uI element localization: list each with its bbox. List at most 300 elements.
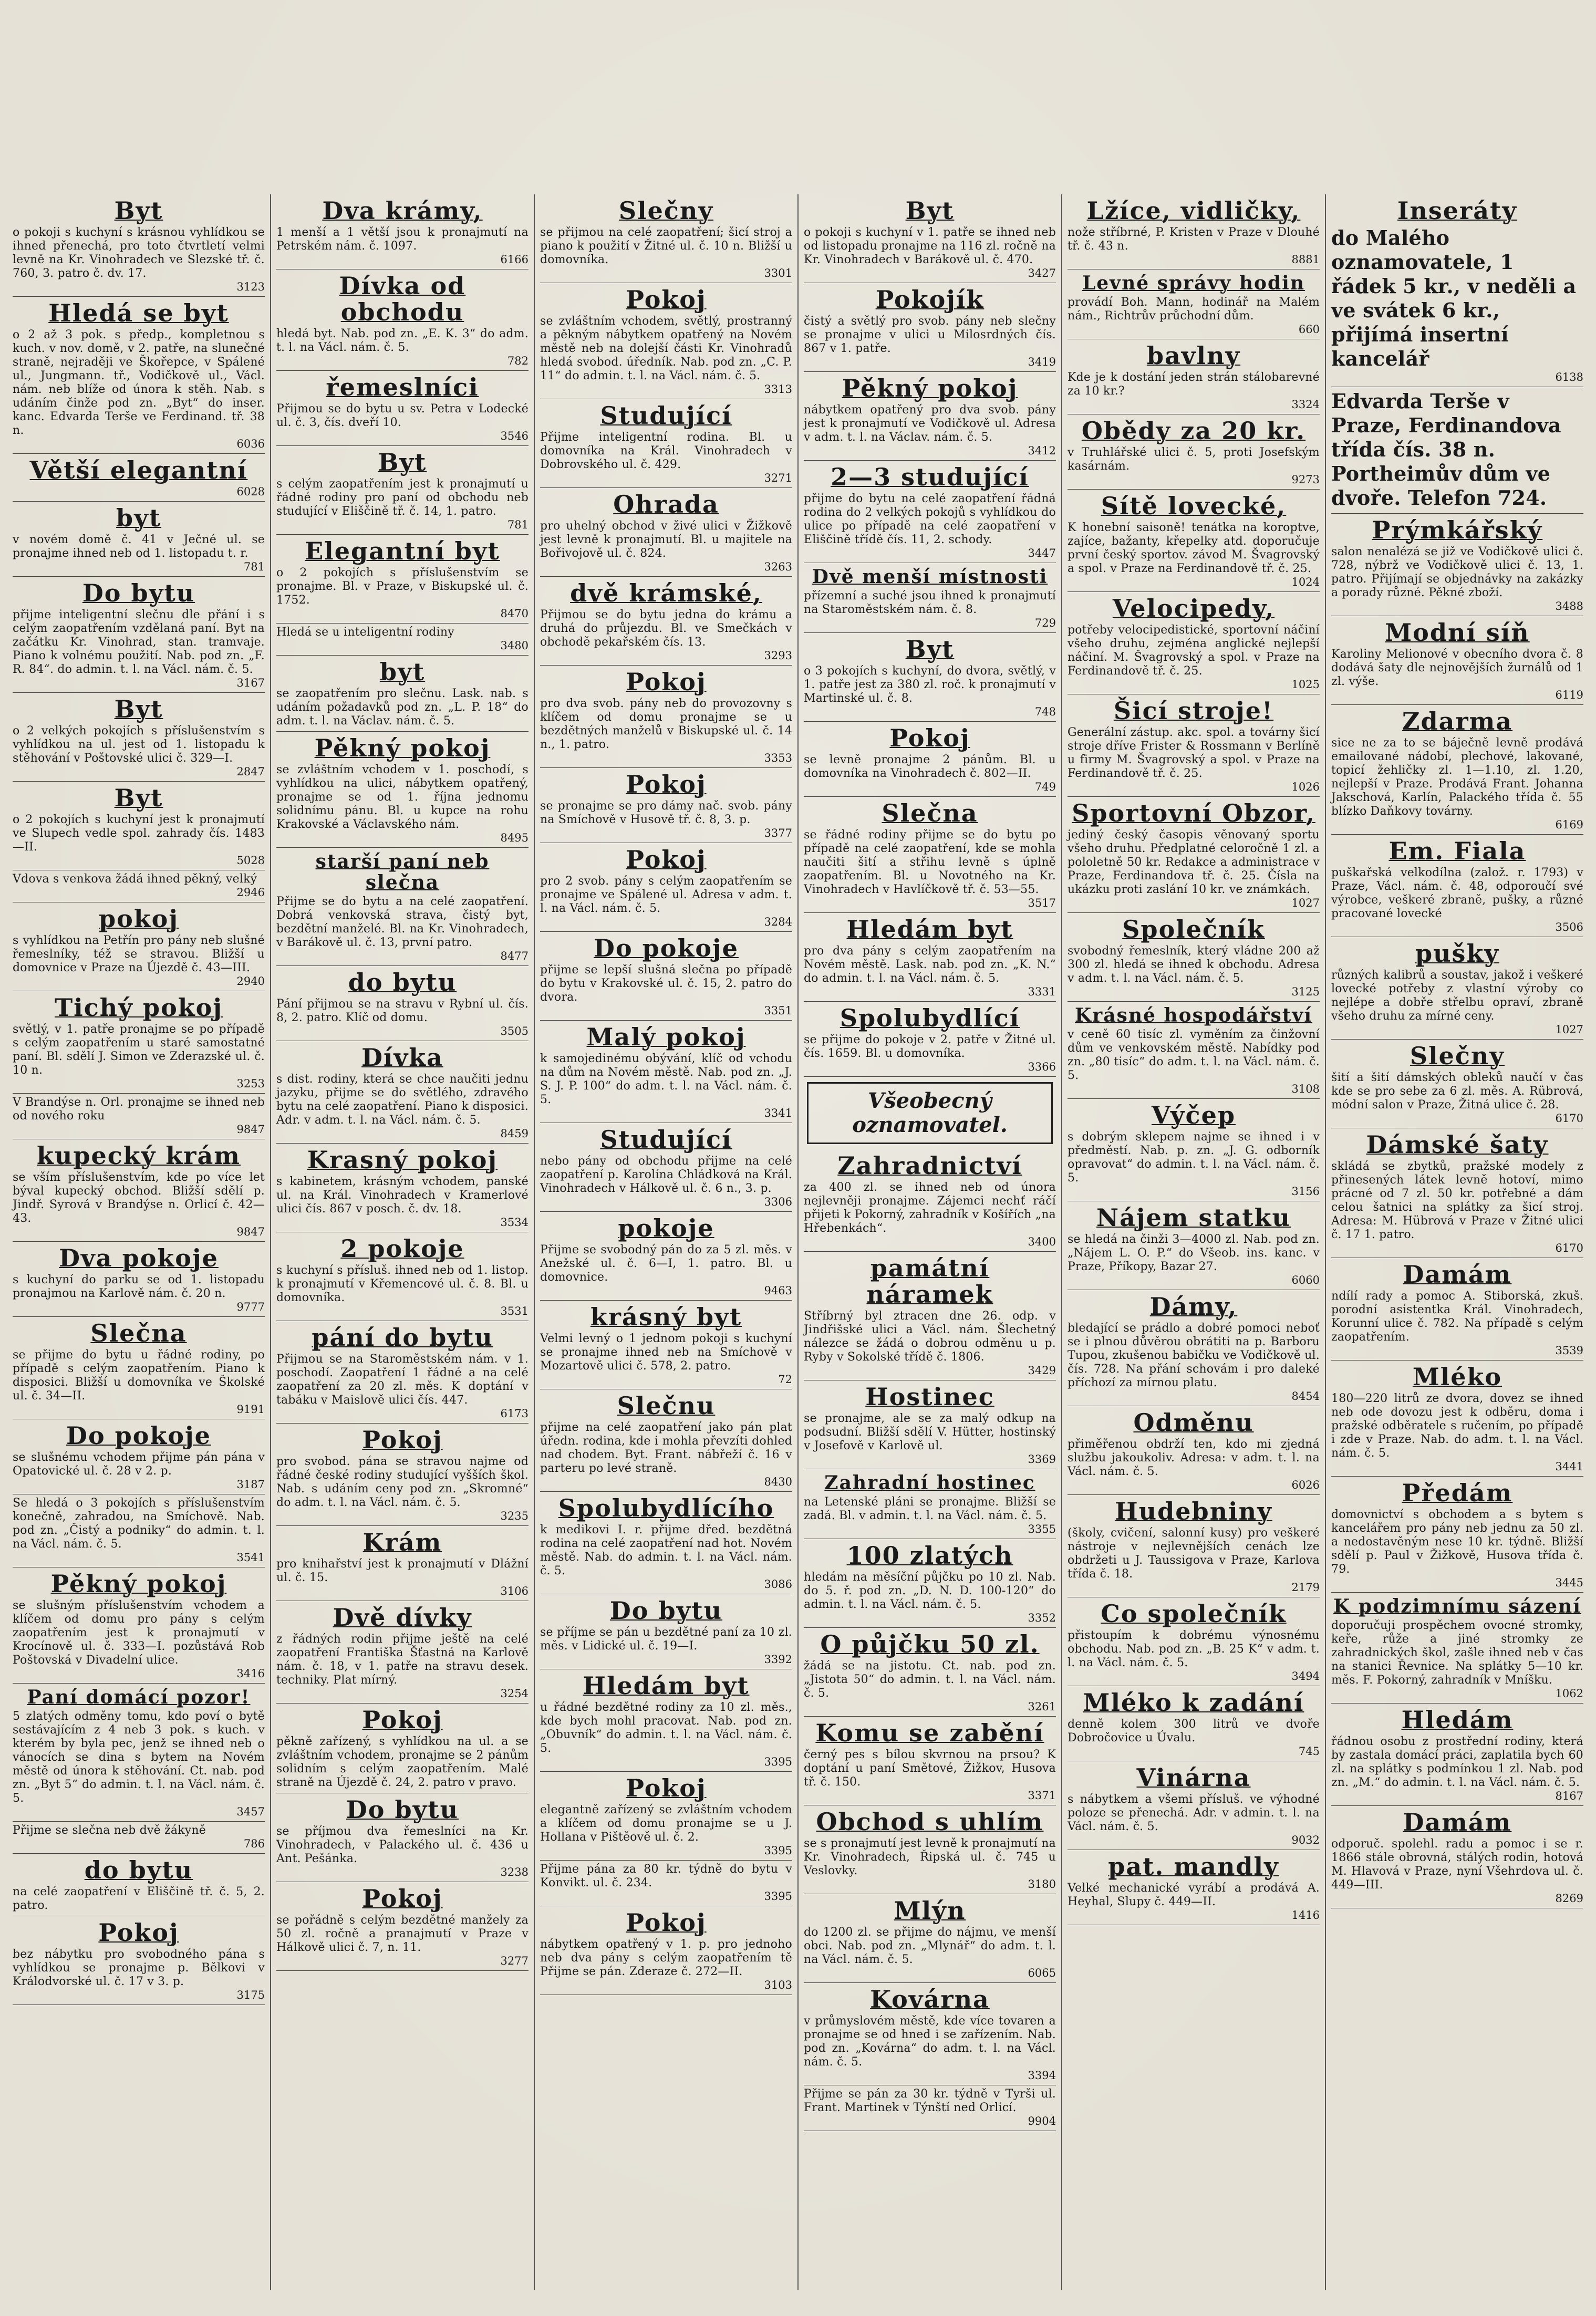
ad-text: Velké mechanické vyrábí a prodává A. Heyhal, Slupy č. 449—II.: [1068, 1882, 1320, 1908]
ad-number: 3534: [500, 1216, 528, 1229]
classified-ad: [276, 1526, 528, 1601]
classified-ad: [804, 633, 1056, 722]
classified-ad: [540, 932, 792, 1021]
classified-ad: [1331, 1128, 1583, 1258]
ad-title: Pokoj: [626, 1774, 707, 1802]
classified-ad: [1068, 1406, 1320, 1495]
classified-ad: [804, 1002, 1056, 1077]
ad-number: 782: [507, 355, 528, 367]
classified-ad: [540, 1669, 792, 1772]
ad-title: Pokoj: [362, 1706, 443, 1734]
ad-number: 3235: [500, 1510, 528, 1522]
classified-ad: [13, 782, 265, 870]
ad-number: 8470: [500, 607, 528, 620]
classified-ad: [804, 372, 1056, 461]
classified-ad: [13, 297, 265, 454]
ad-number: 3284: [764, 916, 792, 928]
ad-number: 8454: [1291, 1390, 1320, 1403]
ad-number: 2946: [236, 886, 265, 899]
ad-number: 3263: [764, 560, 792, 573]
ad-title: Dívka: [361, 1043, 443, 1072]
ad-text: s dist. rodiny, která se chce naučiti jednu jazyku, přijme se do světlého, zdravého bytu na celé zaopatření. Piano k disposici. Adr. v adm. t. l. na Václ. nám. č. 5.: [276, 1073, 528, 1127]
ad-number: 1416: [1291, 1909, 1320, 1922]
ad-title: Slečny: [1410, 1042, 1505, 1070]
ad-text: pěkně zařízený, s vyhlídkou na ul. a se zvláštním vchodem, pronajme se 2 pánům solidním s celým zaopatřením. Malé straně na Újezdě č. 24, 2. patro v pravo.: [276, 1735, 528, 1789]
ad-number: 781: [243, 560, 265, 573]
ad-title: Dívka od obchodu: [339, 272, 466, 326]
classified-ad: [276, 1232, 528, 1321]
ad-number: 8269: [1555, 1892, 1583, 1905]
ad-number: 6166: [500, 253, 528, 266]
ad-title: Krásné hospodářství: [1074, 1004, 1313, 1026]
ad-title: Pokoj: [626, 845, 707, 874]
ad-number: 6169: [1555, 818, 1583, 831]
ad-title: 2 pokoje: [340, 1234, 464, 1263]
classified-ad: [13, 1139, 265, 1242]
classified-ad: [13, 693, 265, 782]
ad-title: Pěkný pokoj: [314, 734, 491, 762]
ad-title: Dva pokoje: [59, 1244, 219, 1272]
ad-title: Lžíce, vidličky,: [1086, 196, 1301, 225]
ad-number: 3541: [236, 1551, 265, 1564]
ad-text: svobodný řemeslník, který vládne 200 až 300 zl. hledá se ihned k obchodu. Adresa v adm. t. l. na Václ. nám. č. 5.: [1068, 944, 1320, 985]
ad-text: šití a šití dámských obleků naučí v čas kde se pro sebe za 6 zl. měs. A. Rübrová, módní salon v Praze, Žitná ulice č. 28.: [1331, 1071, 1583, 1112]
classified-ad: [804, 194, 1056, 283]
ad-title: Dvě menší místnosti: [812, 566, 1048, 588]
classified-ad: [804, 1380, 1056, 1469]
classified-ad: [276, 1041, 528, 1144]
classified-ad: [804, 1894, 1056, 1983]
classified-ad: [540, 194, 792, 283]
classified-ad: [540, 843, 792, 932]
ad-number: 3447: [1028, 547, 1056, 559]
ad-number: 748: [1034, 705, 1056, 718]
classified-ad: [804, 1983, 1056, 2085]
classified-ad: [804, 1805, 1056, 1894]
ad-title: Pokoj: [98, 1918, 179, 1947]
ad-title: Krasný pokoj: [307, 1146, 498, 1174]
ad-title: Byt: [905, 635, 955, 663]
ad-text: se slušným příslušenstvím vchodem a klíčem od domu pro pány s celým zaopatřením jest k pronajmutí v Krocínově ul. č. 333—I. pozůstává Rob Poštovská v Divadelní ulice.: [13, 1599, 265, 1667]
ad-title: Pokojík: [875, 285, 984, 314]
ad-text: bledající se prádlo a dobré pomoci neboť se i plnou důvěrou obrátiti na p. Barboru Tupou, zkušenou babičku ve Vodičkově ul. čís. 728. Na přání schovám i pro daleké příchozí za mírnou platu.: [1068, 1322, 1320, 1389]
ad-title: Dva krámy,: [322, 196, 483, 225]
classified-ad: [13, 1822, 265, 1854]
ad-number: 6173: [500, 1407, 528, 1420]
classified-ad: [1331, 616, 1583, 705]
ad-number: 3394: [1028, 2069, 1056, 2082]
ad-text: jediný český časopis věnovaný sportu všeho druhu. Předplatné celoročně 1 zl. a pololetně 50 kr. Redakce a administrace v Praze, Ferdinandova tř. č. 25. Čísla na ukázku proti zaslání 10 kr. ve známkách.: [1068, 828, 1320, 896]
ad-title: Do pokoje: [594, 934, 739, 962]
ad-number: 3180: [1028, 1878, 1056, 1891]
ad-number: 6026: [1291, 1479, 1320, 1491]
classified-ad: [804, 797, 1056, 913]
ad-number: 6028: [236, 485, 265, 498]
classified-ad: [540, 1594, 792, 1669]
classified-ad: [276, 966, 528, 1041]
ad-text: Přijmou se na Staroměstském nám. v 1. poschodí. Zaopatření 1 řádné a na celé zaopatření za 20 zl. měs. K doptání v tabáku v Maislově ulici čís. 447.: [276, 1353, 528, 1407]
ad-text: pro dva svob. pány neb do provozovny s klíčem od domu pronajme se u bezdětných manželů v Biskupské ul. č. 14 n., 1. patro.: [540, 697, 792, 751]
ad-text: Hledá se u inteligentní rodiny: [276, 626, 454, 639]
ad-number: 3395: [764, 1756, 792, 1768]
classified-ad: [1331, 194, 1583, 387]
ad-text: o pokoji s kuchyní v 1. patře se ihned neb od listopadu pronajme na 116 zl. ročně na Kr. Vinohradech v Barákově ul. č. 470.: [804, 226, 1056, 266]
ad-number: 3445: [1555, 1576, 1583, 1589]
classified-columns: [7, 194, 1589, 2290]
ad-number: 1062: [1555, 1687, 1583, 1700]
classified-ad: [1068, 1099, 1320, 1201]
ad-text: z řádných rodin přijme ještě na celé zaopatření Františka Šťastná na Karlově nám. č. 18, v 1. patře na stravu desek. techniky. Plat mírný.: [276, 1633, 528, 1687]
ad-text: pro knihařství jest k pronajmutí v Dlážní ul. č. 15.: [276, 1557, 528, 1584]
ad-text: Přijme se svobodný pán do za 5 zl. měs. v Anežské ul. č. 6—I, 1. patro. Bl. u domovnice.: [540, 1243, 792, 1284]
ad-text: puškařská velkodílna (založ. r. 1793) v Praze, Václ. nám. č. 48, odporoučí své výrobce, veškeré zbraně, pušky, a různé pracované lovecké: [1331, 866, 1583, 920]
ad-text: v novém domě č. 41 v Ječné ul. se pronajme ihned neb od 1. listopadu t. r.: [13, 533, 265, 560]
ad-number: 72: [778, 1373, 792, 1386]
ad-text: se slušnému vchodem přijme pán pána v Opatovické ul. č. 28 v 2. p.: [13, 1451, 265, 1478]
classified-ad: [804, 2085, 1056, 2131]
ad-number: 745: [1298, 1745, 1320, 1758]
ad-text: přízemní a suché jsou ihned k pronajmutí na Staroměstském nám. č. 8.: [804, 589, 1056, 616]
ad-number: 3106: [500, 1585, 528, 1597]
ad-number: 3416: [236, 1667, 265, 1680]
ad-text: čistý a světlý pro svob. pány neb slečny se pronajme v ulici u Milosrdných čís. 867 v 1. patře.: [804, 315, 1056, 355]
ad-title: pání do bytu: [312, 1323, 493, 1352]
ad-text: salon nenalézá se již ve Vodičkově ulici č. 728, nýbrž ve Vodičkově ulici č. 13, 1. patro. Přijímají se objednávky na zakázky a porady různé. Pěkné zboží.: [1331, 545, 1583, 599]
classified-ad: [1068, 913, 1320, 1002]
ad-title: Pokoj: [626, 1908, 707, 1937]
ad-number: 8495: [500, 832, 528, 844]
ad-number: 3366: [1028, 1061, 1056, 1073]
ad-text: přijme do bytu na celé zaopatření řádná rodina do 2 velkých pokojů s vyhlídkou do ulice po případě na celé zaopatření v Eliščině třídě čís. 11, 2. schody.: [804, 492, 1056, 546]
ad-text: přijme na celé zaopatření jako pán plat úředn. rodina, kde i mohla převzíti dohled nad chodem. Byt. Frant. nábřeží č. 16 v parteru po levé straně.: [540, 1421, 792, 1475]
ad-number: 3480: [500, 639, 528, 652]
ad-title: Dvě dívky: [333, 1603, 472, 1632]
ad-text: Generální zástup. akc. spol. a továrny šicí stroje dříve Frister & Rossmann v Berlíně u firmy M. Švagrovský a spol. v Praze na Ferdinandově tř. č. 25.: [1068, 726, 1320, 780]
ad-title: byt: [116, 504, 162, 532]
ad-title: Krám: [362, 1528, 442, 1556]
ad-title: Komu se zabění: [815, 1719, 1044, 1747]
ad-title: Hledám: [1401, 1706, 1514, 1734]
ad-title: Do bytu: [609, 1596, 723, 1625]
classified-ad: [13, 991, 265, 1094]
ad-text: (školy, cvičení, salonní kusy) pro veškeré nástroje v nejlevnějších cenách lze obdržeti u J. Taussigova v Praze, Karlova třída č. 18.: [1068, 1526, 1320, 1581]
classified-ad: [1068, 797, 1320, 913]
ad-number: 3238: [500, 1866, 528, 1878]
ad-title: Dámy,: [1149, 1292, 1238, 1321]
ad-title: pokoj: [98, 905, 179, 933]
ad-text: se zaopatřením pro slečnu. Lask. nab. s udáním požadavků pod zn. „L. P. 18“ do adm. t. l. na Václav. nám. č. 5.: [276, 687, 528, 728]
classified-ad: [13, 1567, 265, 1684]
ad-title: pat. mandly: [1108, 1852, 1279, 1881]
ad-number: 8167: [1555, 1790, 1583, 1802]
ad-number: 8430: [764, 1476, 792, 1488]
ad-title: O půjčku 50 zl.: [820, 1630, 1040, 1658]
classified-ad: [1331, 1477, 1583, 1593]
ad-number: 1027: [1291, 897, 1320, 909]
ad-text: se přijme do bytu u řádné rodiny, po případě s celým zaopatřením. Piano k disposici. Bližší u domovníka ve Školské ul. č. 34—II.: [13, 1348, 265, 1403]
classified-ad: [276, 194, 528, 269]
classified-ad: [276, 1793, 528, 1882]
classified-ad: [1331, 1806, 1583, 1908]
ad-text: v ceně 60 tisíc zl. vyměním za činžovní dům ve venkovském městě. Nabídky pod zn. „80 tisíc“ do adm. t. l. na Václ. nám. č. 5.: [1068, 1028, 1320, 1082]
classified-ad: [540, 283, 792, 399]
classified-ad: [804, 1717, 1056, 1805]
ad-text: Pání přijmou se na stravu v Rybní ul. čís. 8, 2. patro. Klíč od domu.: [276, 998, 528, 1024]
classified-ad: [1068, 694, 1320, 797]
ad-text: Se hledá o 3 pokojích s příslušenstvím konečně, zahradou, na Smíchově. Nab. pod zn. „Čistý a podniky“ do admin. t. l. na Václ. nám. č. 5.: [13, 1497, 265, 1551]
ad-title: Levné správy hodin: [1082, 272, 1305, 294]
ad-number: 3301: [764, 267, 792, 279]
ad-text: o 2 pokojích s kuchyní jest k pronajmutí ve Slupech vedle spol. zahrady čís. 1483—II.: [13, 813, 265, 854]
ad-title: Byt: [114, 695, 163, 723]
classified-ad: [1068, 194, 1320, 269]
ad-text: světlý, v 1. patře pronajme se po případě s celým zaopatřením u staré samostatné paní. Bl. sdělí J. Simon ve Zderazské ul. č. 10 n.: [13, 1023, 265, 1077]
ad-title: Slečny: [618, 196, 714, 225]
ad-title: Pokoj: [362, 1426, 443, 1454]
ad-text: se přijme do pokoje v 2. patře v Žitné ul. čís. 1659. Bl. u domovníka.: [804, 1033, 1056, 1060]
ad-number: 3419: [1028, 356, 1056, 368]
ad-number: 749: [1034, 781, 1056, 793]
ad-title: Elegantní byt: [305, 537, 500, 565]
classified-ad: [13, 1916, 265, 2005]
ad-text: přiměřenou obdrží ten, kdo mi zjedná službu jakoukoliv. Adresa: v adm. t. l. na Václ. nám. č. 5.: [1068, 1438, 1320, 1478]
ad-text: k samojedinému obývání, klíč od vchodu na dům na Novém městě. Nab. pod zn. „J. S. J. P. 100“ do adm. t. l. na Václ. nám. č. 5.: [540, 1052, 792, 1106]
ad-number: 3254: [500, 1687, 528, 1700]
ad-text: provádí Boh. Mann, hodinář na Malém nám., Richtrův průchodní dům.: [1068, 296, 1320, 323]
ad-text: denně kolem 300 litrů ve dvoře Dobročovice u Úvalu.: [1068, 1718, 1320, 1744]
ad-number: 3429: [1028, 1364, 1056, 1377]
ad-number: 3277: [500, 1955, 528, 1967]
ad-title: Vinárna: [1136, 1763, 1251, 1792]
classified-ad: [13, 577, 265, 693]
ad-title: dvě krámské,: [570, 579, 762, 607]
classified-ad: [804, 461, 1056, 563]
classified-ad: [276, 535, 528, 624]
ad-number: 3261: [1028, 1700, 1056, 1713]
ad-text: nábytkem opatřený pro dva svob. pány jest k pronajmutí ve Vodičkově ul. Adresa v adm. t. l. na Václav. nám. č. 5.: [804, 403, 1056, 444]
ad-text: přistoupím k dobrému výnosnému obchodu. Nab. pod zn. „B. 25 K“ v adm. t. l. na Václ. nám. č. 5.: [1068, 1629, 1320, 1669]
ad-text: skládá se zbytků, pražské modely z přinesených látek levně hotoví, mimo prácné od 7 zl. 50 kr. potřebné a dám celou šatnici na splátky za šicí stroj. Adresa: M. Hübrová v Praze v Žitné ulici č. 17 1. patro.: [1331, 1160, 1583, 1241]
ad-text: pro dva pány s celým zaopatřením na Novém městě. Lask. nab. pod zn. „K. N.“ do admin. t. l. na Václ. nám. č. 5.: [804, 944, 1056, 985]
ad-number: 3324: [1291, 398, 1320, 411]
ad-number: 660: [1298, 323, 1320, 336]
ad-text: se s pronajmutí jest levně k pronajmutí na Kr. Vinohradech, Řipská ul. č. 745 u Veslovky.: [804, 1837, 1056, 1877]
ad-text: o 3 pokojích s kuchyní, do dvora, světlý, v 1. patře jest za 380 zl. roč. k pronajmutí v Martinské ul. č. 8.: [804, 664, 1056, 705]
ad-text: k medikovi I. r. přijme dřed. bezdětná rodina na celé zaopatření nad hot. Novém městě. Nab. do admin. t. l. na Václ. nám. č. 5.: [540, 1523, 792, 1577]
ad-title: Do pokoje: [66, 1421, 211, 1450]
ad-text: s kuchyní s přísluš. ihned neb od 1. listop. k pronajmutí v Křemencové ul. č. 8. Bl. u domovníka.: [276, 1264, 528, 1304]
ad-title: Studující: [600, 401, 732, 430]
ad-number: 3351: [764, 1004, 792, 1017]
ad-number: 3369: [1028, 1453, 1056, 1466]
classified-ad: [1331, 1258, 1583, 1360]
ad-number: 1025: [1291, 678, 1320, 691]
ad-title: Obchod s uhlím: [816, 1808, 1044, 1836]
ad-title: do bytu: [348, 968, 457, 996]
ad-text: se pronajme se pro dámy nač. svob. pány na Smíchově v Husově tř. č. 8, 3. p.: [540, 799, 792, 826]
ad-text: se pořádně s celým bezdětné manžely za 50 zl. ročně a pranajmutí v Praze v Hálkově ulici č. 7, n. 11.: [276, 1914, 528, 1954]
ad-number: 3427: [1028, 267, 1056, 279]
classified-ad: [13, 1419, 265, 1494]
ad-text: nebo pány od obchodu přijme na celé zaopatření p. Karolína Chládková na Král. Vinohradech v Hálkově ul. č. 6 n., 3. p.: [540, 1155, 792, 1195]
ad-number: 3156: [1291, 1185, 1320, 1198]
ad-number: 8477: [500, 950, 528, 962]
classified-ad: [804, 563, 1056, 633]
ad-text: na Letenské pláni se pronajme. Bližší se zadá. Bl. v admin. t. l. na Václ. nám. č. 5.: [804, 1495, 1056, 1522]
ad-title: Pokoj: [626, 285, 707, 314]
classified-ad: [13, 902, 265, 991]
ad-text: s celým zaopatřením jest k pronajmutí u řádné rodiny pro paní od obchodu neb studující v Eliščině tř. č. 14, 1. patro.: [276, 477, 528, 518]
ad-text: bez nábytku pro svobodného pána s vyhlídkou se pronajme p. Bělkovi v Králodvorské ul. č. 17 v 3. p.: [13, 1948, 265, 1988]
ad-number: 3306: [764, 1196, 792, 1208]
ad-title: Mlýn: [894, 1896, 966, 1925]
classified-ad: [540, 399, 792, 488]
ad-text: Přijme se slečna neb dvě žákyně: [13, 1824, 206, 1837]
ad-text: Vdova s venkova žádá ihned pěkný, velký: [13, 873, 257, 886]
ad-text: 180—220 litrů ze dvora, dovez se ihned neb ode dovozu jest k odběru, doma i pražské odběratele s ručením, po případě i zde v Praze. Nab. do adm. t. l. na Václ. nám. č. 5.: [1331, 1392, 1583, 1460]
classified-ad: [13, 1684, 265, 1822]
ad-number: 3505: [500, 1025, 528, 1037]
classified-ad: [276, 848, 528, 966]
ad-title: Hledám byt: [583, 1671, 750, 1700]
ad-number: 1027: [1555, 1023, 1583, 1036]
ad-number: 3412: [1028, 444, 1056, 457]
ad-title: Společník: [1122, 915, 1265, 943]
ad-text: se hledá na činži 3—4000 zl. Nab. pod zn. „Nájem L. O. P.“ do Všeob. ins. kanc. v Praze, Příkopy, Bazar 27.: [1068, 1233, 1320, 1273]
classified-ad: [1068, 1290, 1320, 1406]
classified-ad: [1068, 1597, 1320, 1686]
classified-ad: [1068, 592, 1320, 694]
ad-text: potřeby velocipedistické, sportovní náčiní všeho druhu, zejména anglické nejlepší náčiní. M. Švagrovský a spol. v Praze na Ferdinandově tř. č. 25.: [1068, 624, 1320, 678]
classified-ad: [1068, 269, 1320, 339]
ad-text: hledám na měsíční půjčku po 10 zl. Nab. do 5. ř. pod zn. „D. N. D. 100-120“ do admin. t. l. na Václ. nám. č. 5.: [804, 1571, 1056, 1611]
ad-text: s dobrým sklepem najme se ihned i v předměstí. Nab. p. zn. „J. G. odborník opravovat“ do admin. t. l. na Václ. nám. č. 5.: [1068, 1130, 1320, 1185]
ad-number: 3377: [764, 827, 792, 839]
ad-text: o 2 velkých pokojích s příslušenstvím s vyhlídkou na ul. jest od 1. listopadu k stěhování v Poštovské ulici č. 329—I.: [13, 724, 265, 765]
ad-number: 5028: [236, 854, 265, 867]
ad-text: se zvláštním vchodem v 1. poschodí, s vyhlídkou na ulici, nábytkem opatřený, pronajme se od 1. října jednomu solidnímu pánu. Bl. u kupce na rohu Krakovské a Václavského nám.: [276, 763, 528, 831]
ad-number: 3108: [1291, 1083, 1320, 1095]
ad-number: 9273: [1291, 473, 1320, 486]
classified-ad: [276, 269, 528, 371]
ad-title: Sítě lovecké,: [1101, 492, 1287, 520]
ad-title: Slečna: [90, 1319, 187, 1347]
classified-ad: [276, 1424, 528, 1526]
ad-title: Pokoj: [362, 1884, 443, 1913]
ad-number: 9463: [764, 1284, 792, 1297]
ad-column-6: [1326, 194, 1589, 2290]
classified-ad: [13, 454, 265, 502]
ad-number: 3531: [500, 1305, 528, 1317]
ad-text: přijme inteligentní slečnu dle přání i s celým zaopatřením vzdělaná paní. Byt na začátku Kr. Vinohrad, stan. tramvaje. Piano k volnému použití. Nab. pod zn. „F. R. 84“. do admin. t. l. na Václ. nám. č. 5.: [13, 608, 265, 676]
ad-title: Em. Fiala: [1388, 837, 1526, 865]
ad-title: Spolubydlící: [840, 1004, 1020, 1032]
classified-ad: [13, 1094, 265, 1139]
classified-ad: [540, 488, 792, 577]
ad-title: Zahradní hostinec: [824, 1472, 1035, 1494]
ad-title: Pokoj: [889, 724, 970, 752]
ad-title: Mléko: [1412, 1363, 1502, 1391]
ad-title: Damám: [1403, 1808, 1512, 1836]
classified-ad: [540, 1301, 792, 1389]
classified-ad: [1068, 1002, 1320, 1099]
ad-title: Šicí stroje!: [1113, 697, 1274, 725]
ad-title: Výčep: [1152, 1101, 1236, 1129]
ad-number: 3371: [1028, 1789, 1056, 1802]
classified-ad: [540, 1123, 792, 1212]
ad-text: černý pes s bílou skvrnou na prsou? K doptání u paní Smětové, Žižkov, Husova tř. č. 150.: [804, 1748, 1056, 1789]
classified-ad: [540, 1906, 792, 1995]
ad-title: bavlny: [1146, 341, 1241, 370]
ad-column-2: [271, 194, 535, 2290]
ad-number: 3506: [1555, 921, 1583, 933]
classified-ad: [13, 502, 265, 577]
ad-title: Zdarma: [1402, 707, 1513, 735]
ad-number: 3546: [500, 430, 528, 442]
ad-text: sice ne za to se báječně levně prodává emailované nádobí, plechové, lakované, topicí žehličky zl. 1—1.10, zl. 1.20, nejlepší v Praze. Prodává Frant. Johanna Jakschová, Karlín, Palackého třída č. 55 blízko Daňkovy továrny.: [1331, 736, 1583, 818]
ad-number: 3123: [236, 281, 265, 293]
ad-text: pro 2 svob. pány s celým zaopatřením se pronajme ve Spálené ul. Adresa v adm. t. l. na Václ. nám. č. 5.: [540, 875, 792, 915]
ad-title: Pěkný pokoj: [50, 1570, 227, 1598]
ad-text: Přijmou se do bytu u sv. Petra v Lodecké ul. č. 3, čís. dveří 10.: [276, 402, 528, 429]
ad-text: Velmi levný o 1 jednom pokoji s kuchyní se pronajme ihned neb na Smíchově v Mozartově ulici č. 578, 2. patro.: [540, 1332, 792, 1373]
classified-ad: [1068, 1495, 1320, 1597]
ad-text: nože stříbrné, P. Kristen v Praze v Dlouhé tř. č. 43 n.: [1068, 226, 1320, 253]
ad-title: Do bytu: [82, 579, 195, 607]
ad-text: v průmyslovém městě, kde více tovaren a pronajme se od hned i se zařízením. Nab. pod zn. „Kovárna“ do adm. t. l. na Václ. nám. č. 5.: [804, 2014, 1056, 2069]
ad-number: 3392: [764, 1653, 792, 1666]
ad-text: za 400 zl. se ihned neb od února nejlevněji pronajme. Zájemci nechť ráčí přijeti k Pokorný, zahradník v Košířích „na Hřebenkách“.: [804, 1181, 1056, 1235]
ad-title: K podzimnímu sázení: [1333, 1595, 1581, 1617]
ad-title: Pokoj: [626, 668, 707, 696]
ad-text: Přijme inteligentní rodina. Bl. u domovníka na Král. Vinohradech v Dobrovského ul. č. 429.: [540, 431, 792, 471]
ad-title: Inseráty: [1397, 196, 1518, 225]
classified-ad: [276, 656, 528, 732]
classified-ad: [1331, 1593, 1583, 1704]
classified-ad: [540, 1492, 792, 1594]
ad-number: 1024: [1291, 576, 1320, 588]
classified-ad: [13, 1854, 265, 1916]
classified-ad: [540, 1389, 792, 1492]
ad-text: ndílí rady a pomoc A. Stiborská, zkuš. porodní asistentka Král. Vinohradech, Korunní ulice č. 782. Na případě s celým zaopatřením.: [1331, 1290, 1583, 1344]
ad-title: Obědy za 20 kr.: [1081, 417, 1306, 445]
ad-number: 9847: [236, 1123, 265, 1136]
banner-oznamovatel: Všeobecný oznamovatel.: [807, 1082, 1053, 1144]
ad-title: pokoje: [618, 1214, 714, 1242]
ad-text: hledá byt. Nab. pod zn. „E. K. 3“ do adm. t. l. na Václ. nám. č. 5.: [276, 327, 528, 354]
classified-ad: [1331, 1040, 1583, 1128]
ad-text: s vyhlídkou na Petřín pro pány neb slušné řemeslníky, též se stravou. Bližší u domovnice v Praze na Újezdě č. 43—III.: [13, 934, 265, 974]
ad-text: V Brandýse n. Orl. pronajme se ihned neb od nového roku: [13, 1096, 265, 1123]
ad-number: 3352: [1028, 1612, 1056, 1624]
classified-ad: [540, 577, 792, 666]
ad-number: 6036: [236, 438, 265, 450]
ad-title: Mléko k zadání: [1083, 1688, 1304, 1717]
ad-title: Sportovní Obzor,: [1072, 799, 1315, 827]
classified-ad: [804, 722, 1056, 797]
ad-title: řemeslníci: [326, 373, 479, 401]
ad-title: Damám: [1403, 1260, 1512, 1289]
ad-number: 3313: [764, 383, 792, 396]
ad-number: 6119: [1555, 689, 1583, 701]
ad-text: různých kalibrů a soustav, jakož i veškeré lovecké potřeby z vlastní výroby co nejlépe a dobře střelbu opraví, zbraně všeho druhu za mírné ceny.: [1331, 969, 1583, 1023]
ad-text: Přijmou se do bytu jedna do krámu a druhá do průjezdu. Bl. ve Smečkách v obchodě pekařském čís. 13.: [540, 608, 792, 649]
ad-text: o 2 až 3 pok. s předp., kompletnou s kuch. v nov. domě, v 2. patře, na slunečné straně, nejraději ve Škořepce, v Spálené ul., Jungmann. tř., Vodičkově ul., Václ. nám. neb blíže od února k stěh. Nab. s udáním činže pod zn. „Byt“ do inser. kanc. Edvarda Terše ve Ferdinand. tř. 38 n.: [13, 328, 265, 437]
ad-number: 9847: [236, 1225, 265, 1238]
classified-ad: [13, 1242, 265, 1317]
ad-text: žádá se na jistotu. Ct. nab. pod zn. „Jistota 50“ do admin. t. l. na Václ. nám. č. 5.: [804, 1659, 1056, 1700]
ad-text: elegantně zařízený se zvláštním vchodem a klíčem od domu pronajme se u J. Hollana v Pištěově ul. č. 2.: [540, 1803, 792, 1844]
